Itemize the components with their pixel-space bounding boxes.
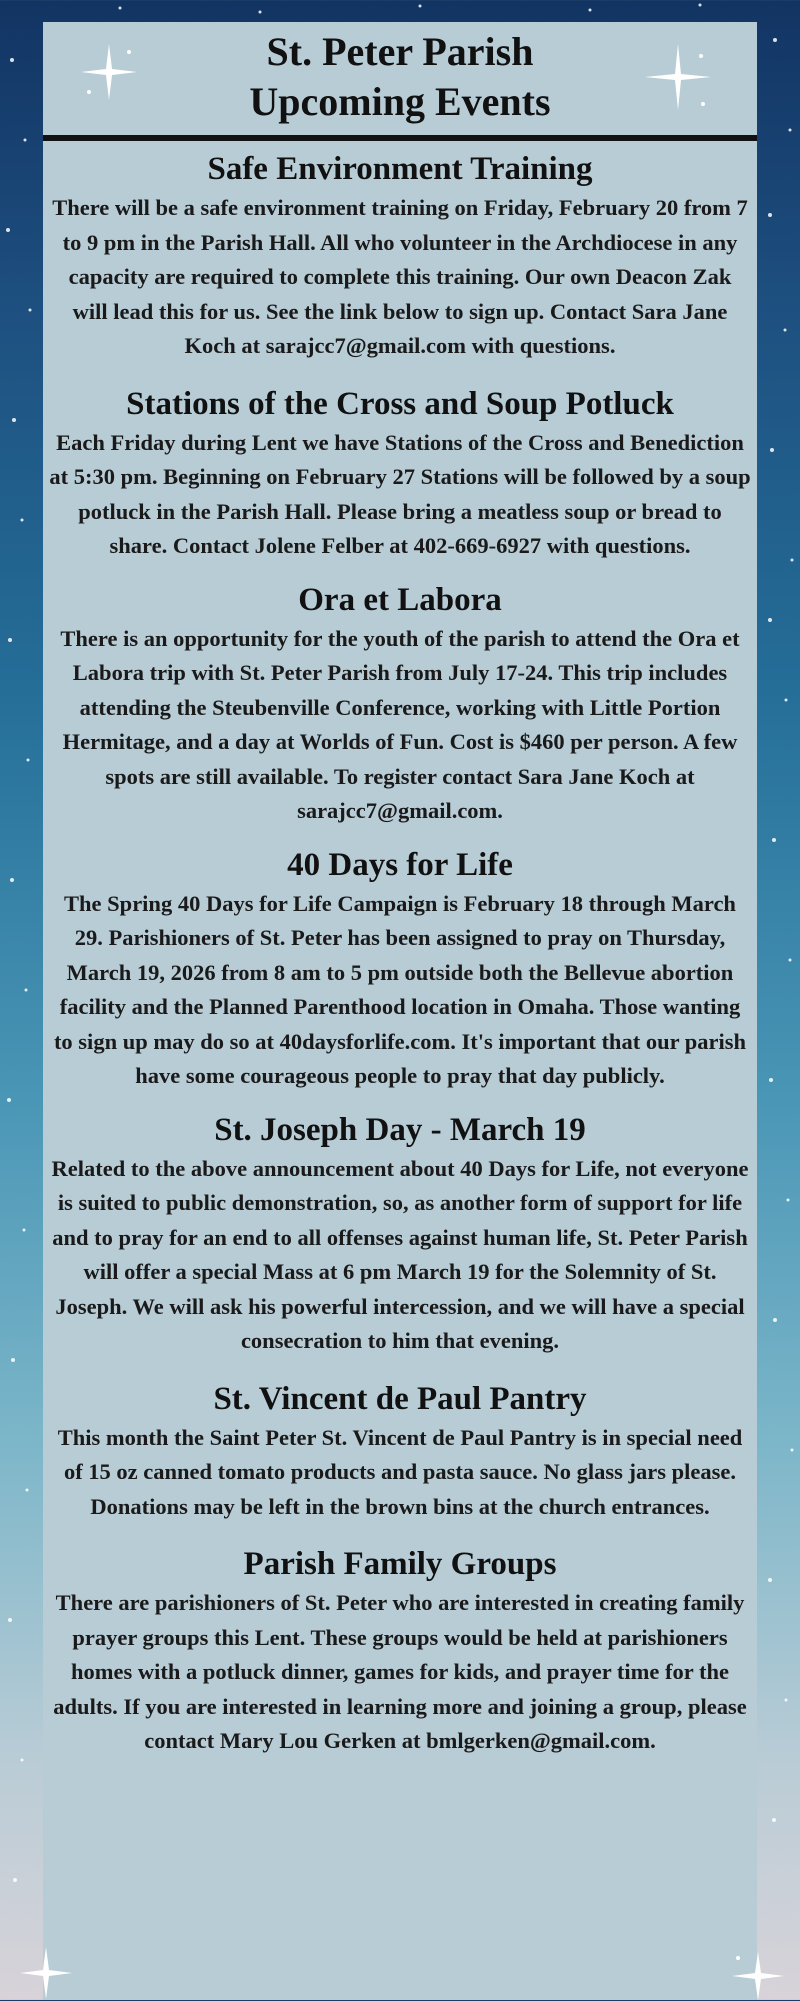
- event-body: Each Friday during Lent we have Stations of the Cross and Benediction at 5:30 pm. Beginning on February 27 Stations will be followed by a soup potluck in the Parish Hall. Please bring a meatless soup or bread to share. Contact Jolene Felber at 402-669-6927 with questions.: [49, 429, 751, 558]
- events-panel: [43, 22, 757, 2000]
- event-section: [43, 1108, 757, 1359]
- header: [43, 22, 757, 135]
- event-title: Ora et Labora: [298, 581, 502, 618]
- event-section: [43, 147, 757, 364]
- event-title: Safe Environment Training: [207, 151, 593, 187]
- event-body: There will be a safe environment training on Friday, February 20 from 7 to 9 pm in the Parish Hall. All who volunteer in the Archdiocese in any capacity are required to complete this training. Our own Deacon Zak will lead this for us. See the link below to sign up. Contact Sara Jane Koch at sarajcc7@gmail.com with questions.: [52, 195, 748, 358]
- event-body: The Spring 40 Days for Life Campaign is February 18 through March 29. Parishioners of St. Peter has been assigned to pray on Thursday, March 19, 2026 from 8 am to 5 pm outside both the Bellevue abortion facility and the Planned Parenthood location in Omaha. Those wanting to sign up may do so at 40daysforlife.com. It's important that our parish have some courageous people to pray that day publicly.: [53, 890, 747, 1088]
- event-section: [43, 843, 757, 1094]
- event-body: Related to the above announcement about 40 Days for Life, not everyone is suited to public demonstration, so, as another form of support for life and to pray for an end to all offenses against human life, St. Peter Parish will offer a special Mass at 6 pm March 19 for the Solemnity of St. Joseph. We will ask his powerful intercession, and we will have a special consecration to him that evening.: [51, 1155, 749, 1353]
- header-divider: [43, 135, 757, 141]
- event-body: This month the Saint Peter St. Vincent de Paul Pantry is in special need of 15 oz canned tomato products and pasta sauce. No glass jars please. Donations may be left in the brown bins at the church entrances.: [57, 1424, 743, 1519]
- sparkle-icon: [79, 42, 139, 102]
- event-section: [43, 382, 757, 564]
- event-title: Stations of the Cross and Soup Potluck: [126, 385, 674, 422]
- event-title: St. Joseph Day - March 19: [214, 1111, 586, 1148]
- event-body: There is an opportunity for the youth of the parish to attend the Ora et Labora trip with St. Peter Parish from July 17-24. This trip includes attending the Steubenville Conference, working with Little Portion Hermitage, and a day at Worlds of Fun. Cost is $460 per person. A few spots are still available. To register contact Sara Jane Koch at sarajcc7@gmail.com.: [60, 625, 740, 823]
- title-line-1: St. Peter Parish: [266, 29, 534, 74]
- event-section: [43, 1377, 757, 1525]
- sparkle-icon: [643, 42, 713, 112]
- sparkle-icon: [18, 1945, 74, 2001]
- event-title: Parish Family Groups: [243, 1546, 557, 1582]
- event-body: There are parishioners of St. Peter who are interested in creating family prayer groups this Lent. These groups would be held at parishioners homes with a potluck dinner, games for kids, and prayer time for the adults. If you are interested in learning more and joining a group, please contact Mary Lou Gerken at bmlgerken@gmail.com.: [53, 1590, 747, 1753]
- sparkle-icon: [730, 1950, 786, 2000]
- title-line-2: Upcoming Events: [249, 79, 551, 124]
- event-section: [43, 578, 757, 829]
- event-title: 40 Days for Life: [287, 846, 513, 883]
- event-title: St. Vincent de Paul Pantry: [213, 1380, 587, 1417]
- event-section: [43, 1542, 757, 1759]
